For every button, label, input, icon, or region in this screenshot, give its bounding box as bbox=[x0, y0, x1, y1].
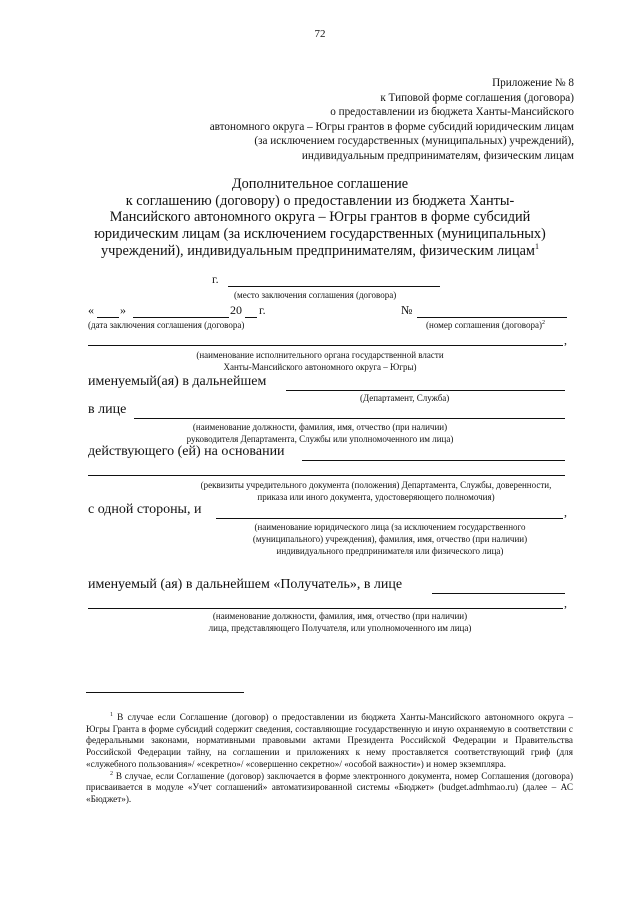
year-suffix: г. bbox=[259, 303, 266, 317]
place-field[interactable] bbox=[228, 286, 440, 287]
recipient-caption bbox=[20, 610, 640, 634]
title-line: юридическим лицам (за исключением государственных (муниципальных) bbox=[94, 226, 546, 243]
footnotes bbox=[86, 712, 573, 806]
annex-line: к Типовой форме соглашения (договора) bbox=[380, 91, 574, 104]
title-line: Дополнительное соглашение bbox=[231, 176, 409, 192]
recipient-comma: , bbox=[564, 596, 567, 610]
caption-line: (наименование исполнительного органа государственной власти bbox=[196, 350, 444, 360]
recipient-field-continuation[interactable] bbox=[88, 608, 563, 609]
hereinafter-label: именуемый(ая) в дальнейшем bbox=[88, 374, 267, 389]
caption-line: лица, представляющего Получателя, или уполномоченного им лица) bbox=[208, 623, 472, 633]
number-caption-text: (номер соглашения (договора) bbox=[426, 320, 542, 330]
party-comma: , bbox=[564, 505, 567, 519]
title-line bbox=[0, 243, 640, 260]
footnote-number: 2 bbox=[110, 770, 113, 777]
footnote-ref: 1 bbox=[534, 241, 539, 251]
authority-field[interactable] bbox=[88, 345, 563, 346]
page-number: 72 bbox=[314, 28, 326, 40]
caption-line: (наименование юридического лица (за исключением государственного bbox=[254, 522, 526, 532]
footnote bbox=[86, 771, 573, 806]
date-caption: (дата заключения соглашения (договора) bbox=[88, 320, 245, 330]
document-title bbox=[0, 176, 640, 260]
footnote bbox=[86, 712, 573, 771]
person-field[interactable] bbox=[134, 418, 565, 419]
authority-caption bbox=[0, 349, 640, 373]
annex-line: индивидуальным предпринимателям, физическим лицам bbox=[301, 149, 574, 162]
caption-line: приказа или иного документа, удостоверяющего полномочия) bbox=[257, 492, 495, 502]
caption-line: Ханты-Мансийского автономного округа – Югры) bbox=[223, 362, 417, 372]
caption-line: руководителя Департамента, Службы или уполномоченного им лица) bbox=[186, 434, 454, 444]
title-line-text: учреждений), индивидуальным предпринимателям, физическим лицам bbox=[101, 242, 535, 259]
title-line: Мансийского автономного округа – Югры грантов в форме субсидий bbox=[109, 209, 531, 226]
year-field[interactable] bbox=[245, 317, 257, 318]
party-caption bbox=[70, 521, 640, 557]
year-prefix: 20 bbox=[230, 303, 242, 317]
place-prefix: г. bbox=[212, 272, 219, 286]
party-label: с одной стороны, и bbox=[88, 502, 202, 517]
annex-line: о предоставлении из бюджета Ханты-Мансийского bbox=[330, 106, 574, 119]
footnote-text: В случае если Соглашение (договор) о предоставлении из бюджета Ханты-Мансийского автономного округа – Югры Гранта в форме субсидий содержит сведения, составляющие государственную и иную охраняемую в соответствии с федеральными законами, нормативными правовыми актами Президента Российской Федерации и Правительства Российской Федерации тайну, на соглашении и приложениях к нему проставляется соответствующий гриф (для «служебного пользования»/ «секретно»/ «совершенно секретно»/ «особой важности») и номер экземпляра. bbox=[86, 712, 573, 769]
basis-field-continuation[interactable] bbox=[88, 475, 565, 476]
hereinafter-caption: (Департамент, Служба) bbox=[360, 393, 450, 403]
hereinafter-field[interactable] bbox=[286, 390, 565, 391]
caption-line: индивидуального предпринимателя или физического лица) bbox=[276, 546, 504, 556]
caption-line: (реквизиты учредительного документа (положения) Департамента, Службы, доверенности, bbox=[200, 480, 552, 490]
title-line: к соглашению (договору) о предоставлении из бюджета Ханты- bbox=[125, 192, 515, 209]
close-quote: » bbox=[120, 303, 126, 317]
footnote-text: В случае, если Соглашение (договор) заключается в форме электронного документа, номер Соглашения (договора) присваивается в модуле «Учет соглашений» автоматизированной системы «Бюджет» (budget.admhmao.ru) (далее – АС «Бюджет»). bbox=[86, 770, 574, 804]
recipient-field[interactable] bbox=[432, 593, 565, 594]
caption-line: (муниципального) учреждения), фамилия, имя, отчество (при наличии) bbox=[252, 534, 528, 544]
party-field[interactable] bbox=[216, 518, 563, 519]
month-field[interactable] bbox=[133, 317, 229, 318]
annex-line: (за исключением государственных (муниципальных) учреждений), bbox=[254, 135, 574, 148]
agreement-number-field[interactable] bbox=[417, 317, 567, 318]
basis-label: действующего (ей) на основании bbox=[88, 444, 285, 459]
authority-comma: , bbox=[564, 333, 567, 347]
annex-line: автономного округа – Югры грантов в форме субсидий юридическим лицам bbox=[209, 120, 574, 133]
caption-line: (наименование должности, фамилия, имя, отчество (при наличии) bbox=[212, 611, 468, 621]
open-quote: « bbox=[88, 303, 94, 317]
number-caption bbox=[426, 320, 545, 330]
basis-field[interactable] bbox=[302, 460, 565, 461]
basis-caption bbox=[56, 479, 640, 503]
footnote-number: 1 bbox=[110, 712, 113, 718]
footnote-separator bbox=[86, 692, 244, 693]
place-caption: (место заключения соглашения (договора) bbox=[234, 290, 397, 300]
annex-line: Приложение № 8 bbox=[492, 77, 574, 89]
caption-line: (наименование должности, фамилия, имя, отчество (при наличии) bbox=[192, 422, 448, 432]
person-label: в лице bbox=[88, 402, 127, 417]
number-sign: № bbox=[401, 303, 413, 317]
person-caption bbox=[0, 421, 640, 445]
recipient-label: именуемый (ая) в дальнейшем «Получатель», в лице bbox=[88, 577, 403, 592]
day-field[interactable] bbox=[97, 317, 119, 318]
annex-header bbox=[210, 76, 574, 164]
footnote-ref: 2 bbox=[541, 320, 545, 326]
